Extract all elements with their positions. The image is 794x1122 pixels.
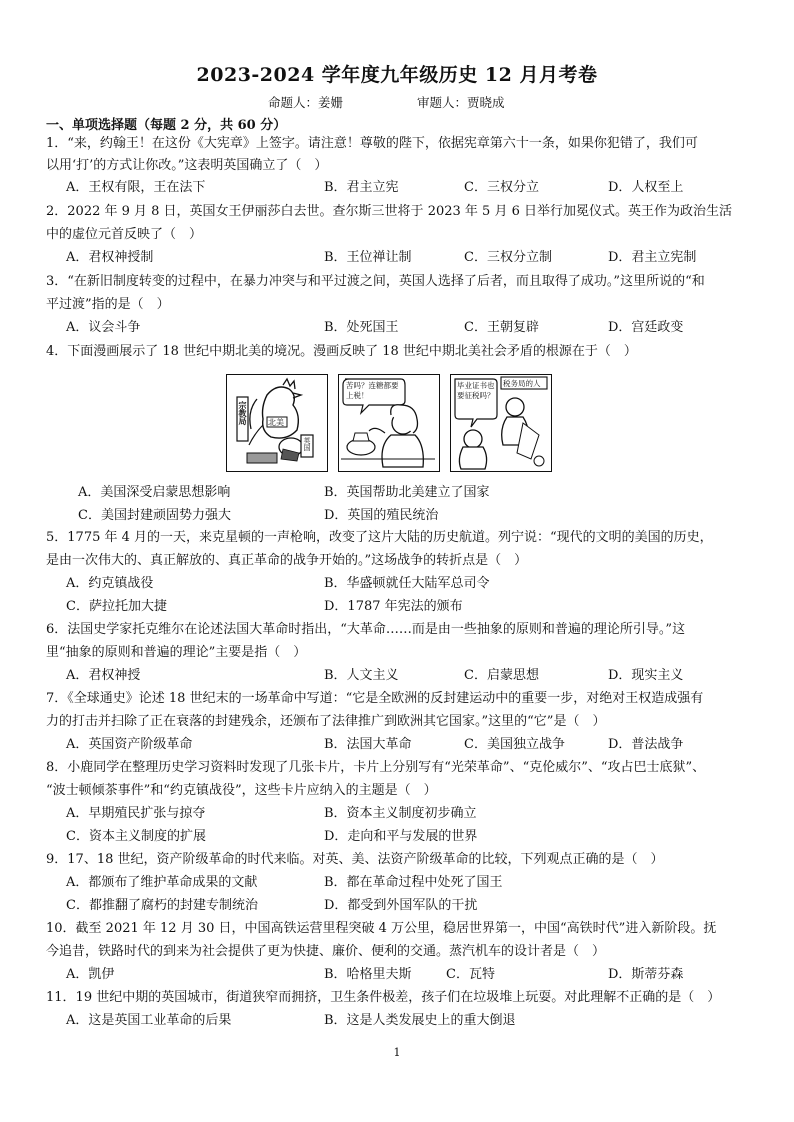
q2-line-2: 中的虚位元首反映了（ ） (46, 227, 203, 242)
q10-option-c: C．瓦特 (446, 967, 495, 982)
q4-option-c: C．美国封建顽固势力强大 (78, 508, 231, 523)
reviewer: 审题人：贾晓成 (417, 95, 505, 110)
q2-option-c: C．三权分立制 (464, 250, 552, 265)
q8-line-2: “波士顿倾茶事件”和“约克镇战役”，这些卡片应纳入的主题是（ ） (46, 783, 437, 798)
q5-option-b: B．华盛顿就任大陆军总司令 (324, 576, 490, 591)
comic-panel-1 (226, 374, 328, 472)
q5-option-d: D．1787 年宪法的颁布 (324, 599, 463, 614)
q2-option-b: B．王位禅让制 (324, 250, 412, 265)
q1-option-d: D．人权至上 (608, 180, 684, 195)
q2-option-d: D．君主立宪制 (608, 250, 697, 265)
q1-line-1: 1．“来，约翰王！在这份《大宪章》上签字。请注意！尊敬的陛下，依据宪章第六十一条，如果你犯错了，我们可 (46, 136, 698, 151)
q9-option-b: B．都在革命过程中处死了国王 (324, 875, 503, 890)
q4-option-a: A．美国深受启蒙思想影响 (78, 485, 231, 500)
q6-option-a: A．君权神授 (66, 668, 141, 683)
q5-line-2: 是由一次伟大的、真正解放的、真正革命的战争开始的。”这场战争的转折点是（ ） (46, 553, 528, 568)
q5-line-1: 5．1775 年 4 月的一天，来克星顿的一声枪响，改变了这片大陆的历史航道。列宁说：“现代的文明的美国的历史， (46, 530, 713, 545)
q3-option-d: D．宫廷政变 (608, 320, 684, 335)
q4-option-b: B．英国帮助北美建立了国家 (324, 485, 490, 500)
q3-option-b: B．处死国王 (324, 320, 399, 335)
comic-panel-2 (338, 374, 440, 472)
q10-line-2: 今追昔，铁路时代的到来为社会提供了更为快捷、廉价、便利的交通。蒸汽机车的设计者是（ ） (46, 944, 606, 959)
q5-option-a: A．约克镇战役 (66, 576, 154, 591)
q4-line-1: 4．下面漫画展示了 18 世纪中期北美的境况。漫画反映了 18 世纪中期北美社会矛盾的根源在于（ ） (46, 344, 637, 359)
q7-option-b: B．法国大革命 (324, 737, 412, 752)
q9-option-d: D．都受到外国军队的干扰 (324, 898, 478, 913)
comic-label-tax-official: 税务局的人 (503, 379, 541, 388)
q4-option-d: D．英国的殖民统治 (324, 508, 439, 523)
q1-option-c: C．三权分立 (464, 180, 539, 195)
q6-option-b: B．人文主义 (324, 668, 399, 683)
q6-option-c: C．启蒙思想 (464, 668, 539, 683)
comic-panel-3 (450, 374, 552, 472)
q6-option-d: D．现实主义 (608, 668, 684, 683)
q1-option-b: B．君主立宪 (324, 180, 399, 195)
q5-option-c: C．萨拉托加大捷 (66, 599, 167, 614)
q7-line-1: 7．《全球通史》论述 18 世纪末的一场革命中写道：“它是全欧洲的反封建运动中的重要一步，对绝对王权造成强有 (46, 691, 704, 706)
q1-line-2: 以用‘打’的方式让你改。”这表明英国确立了（ ） (46, 158, 328, 173)
q9-option-c: C．都推翻了腐朽的封建专制统治 (66, 898, 258, 913)
q6-line-2: 里“抽象的原则和普遍的理论”主要是指（ ） (46, 645, 307, 660)
q11-option-a: A．这是英国工业革命的后果 (66, 1013, 232, 1028)
q3-option-a: A．议会斗争 (66, 320, 141, 335)
q3-option-c: C．王朝复辟 (464, 320, 539, 335)
q7-option-a: A．英国资产阶级革命 (66, 737, 193, 752)
q8-option-c: C．资本主义制度的扩展 (66, 829, 206, 844)
q11-option-b: B．这是人类发展史上的重大倒退 (324, 1013, 516, 1028)
q1-option-a: A．王权有限，王在法下 (66, 180, 206, 195)
q2-line-1: 2．2022 年 9 月 8 日，英国女王伊丽莎白去世。查尔斯三世将于 2023 年 5 月 6 日举行加冕仪式。英王作为政治生活 (46, 204, 732, 219)
q8-option-a: A．早期殖民扩张与掠夺 (66, 806, 206, 821)
q10-option-b: B．哈格里夫斯 (324, 967, 412, 982)
comic-label-religion: 宗教局 (238, 401, 248, 425)
q6-line-1: 6．法国史学家托克维尔在论述法国大革命时指出，“大革命……而是由一些抽象的原则和普遍的理论所引导。”这 (46, 622, 686, 637)
q8-line-1: 8．小鹿同学在整理历史学习资料时发现了几张卡片，卡片上分别写有“光荣革命”、“克伦威尔”、“攻占巴士底狱”、 (46, 760, 706, 775)
page-number: 1 (393, 1046, 401, 1059)
section-heading: 一、单项选择题（每题 2 分，共 60 分） (46, 118, 287, 133)
q10-line-1: 10．截至 2021 年 12 月 30 日，中国高铁运营里程突破 4 万公里，稳居世界第一，中国“高铁时代”进入新阶段。抚 (46, 921, 717, 936)
authors-line (268, 93, 505, 111)
comic-bubble-diploma-tax: 毕业证书也要征税吗？ (457, 381, 495, 400)
q7-option-d: D．普法战争 (608, 737, 684, 752)
q7-line-2: 力的打击并扫除了正在衰落的封建残余，还颁布了法律推广到欧洲其它国家。”这里的“它”是（ ） (46, 714, 606, 729)
q3-line-2: 平过渡”指的是（ ） (46, 297, 170, 312)
comic-bubble-sugar-tax: 苦吗？连糖都要上税！ (346, 381, 399, 400)
comic-label-north-america: 北美 (268, 418, 284, 427)
proposer: 命题人：姜姗 (268, 95, 344, 110)
q9-option-a: A．都颁布了维护革命成果的文献 (66, 875, 258, 890)
q11-line-1: 11．19 世纪中期的英国城市，街道狭窄而拥挤，卫生条件极差，孩子们在垃圾堆上玩耍。对此理解不正确的是（ ） (46, 990, 721, 1005)
q3-line-1: 3．“在新旧制度转变的过程中，在暴力冲突与和平过渡之间，英国人选择了后者，而且取得了成功。”这里所说的“和 (46, 274, 705, 289)
q2-option-a: A．君权神授制 (66, 250, 154, 265)
q7-option-c: C．美国独立战争 (464, 737, 565, 752)
q10-option-a: A．凯伊 (66, 967, 115, 982)
q8-option-d: D．走向和平与发展的世界 (324, 829, 478, 844)
exam-title: 2023-2024 学年度九年级历史 12 月月考卷 (196, 64, 598, 86)
comic-label-britain: 英国 (303, 437, 311, 451)
q8-option-b: B．资本主义制度初步确立 (324, 806, 477, 821)
q4-comic-strip (226, 374, 554, 472)
q10-option-d: D．斯蒂芬森 (608, 967, 684, 982)
q9-line-1: 9．17、18 世纪，资产阶级革命的时代来临。对英、美、法资产阶级革命的比较，下列观点正确的是（ ） (46, 852, 664, 867)
